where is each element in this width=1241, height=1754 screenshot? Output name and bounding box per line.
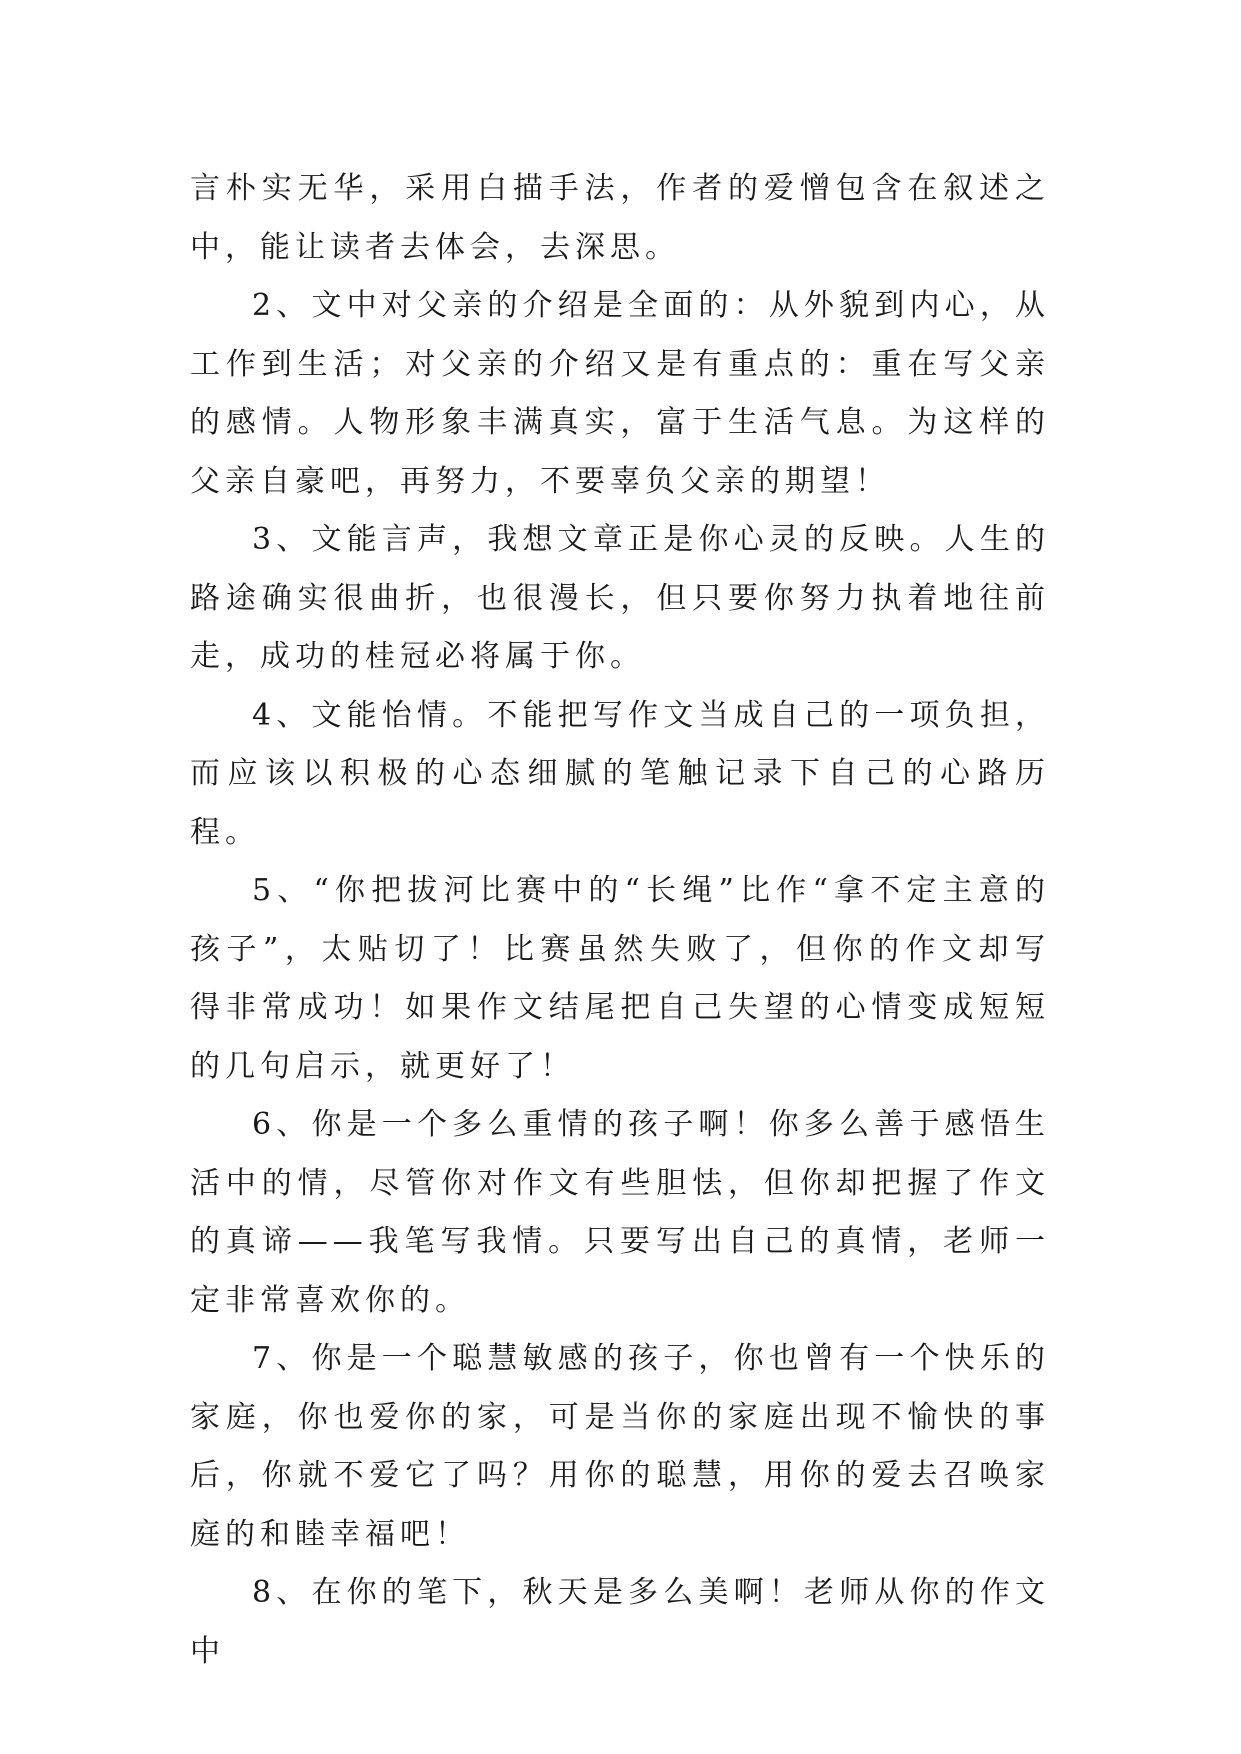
paragraph-4: 4、文能怡情。不能把写作文当成自己的一项负担，而应该以积极的心态细腻的笔触记录下自己的心路历程。 [190, 697, 1050, 850]
paragraph-5: 5、“你把拔河比赛中的“长绳”比作“拿不定主意的孩子”，太贴切了！比赛虽然失败了，但你的作文却写得非常成功！如果作文结尾把自己失望的心情变成短短的几句启示，就更好了！ [190, 873, 1050, 1084]
paragraph-2: 2、文中对父亲的介绍是全面的：从外貌到内心，从工作到生活；对父亲的介绍又是有重点的：重在写父亲的感情。人物形象丰满真实，富于生活气息。为这样的父亲自豪吧，再努力，不要辜负父亲的期望！ [190, 288, 1050, 499]
document-body [190, 160, 1050, 1681]
paragraph-3: 3、文能言声，我想文章正是你心灵的反映。人生的路途确实很曲折，也很漫长，但只要你努力执着地往前走，成功的桂冠必将属于你。 [190, 522, 1050, 674]
paragraph-6: 6、你是一个多么重情的孩子啊！你多么善于感悟生活中的情，尽管你对作文有些胆怯，但你却把握了作文的真谛——我笔写我情。只要写出自己的真情，老师一定非常喜欢你的。 [190, 1107, 1050, 1318]
paragraph-8: 8、在你的笔下，秋天是多么美啊！老师从你的作文中 [190, 1575, 1050, 1669]
paragraph-7: 7、你是一个聪慧敏感的孩子，你也曾有一个快乐的家庭，你也爱你的家，可是当你的家庭出现不愉快的事后，你就不爱它了吗？用你的聪慧，用你的爱去召唤家庭的和睦幸福吧！ [190, 1341, 1050, 1552]
paragraph-continued: 言朴实无华，采用白描手法，作者的爱憎包含在叙述之中，能让读者去体会，去深思。 [190, 171, 1050, 265]
